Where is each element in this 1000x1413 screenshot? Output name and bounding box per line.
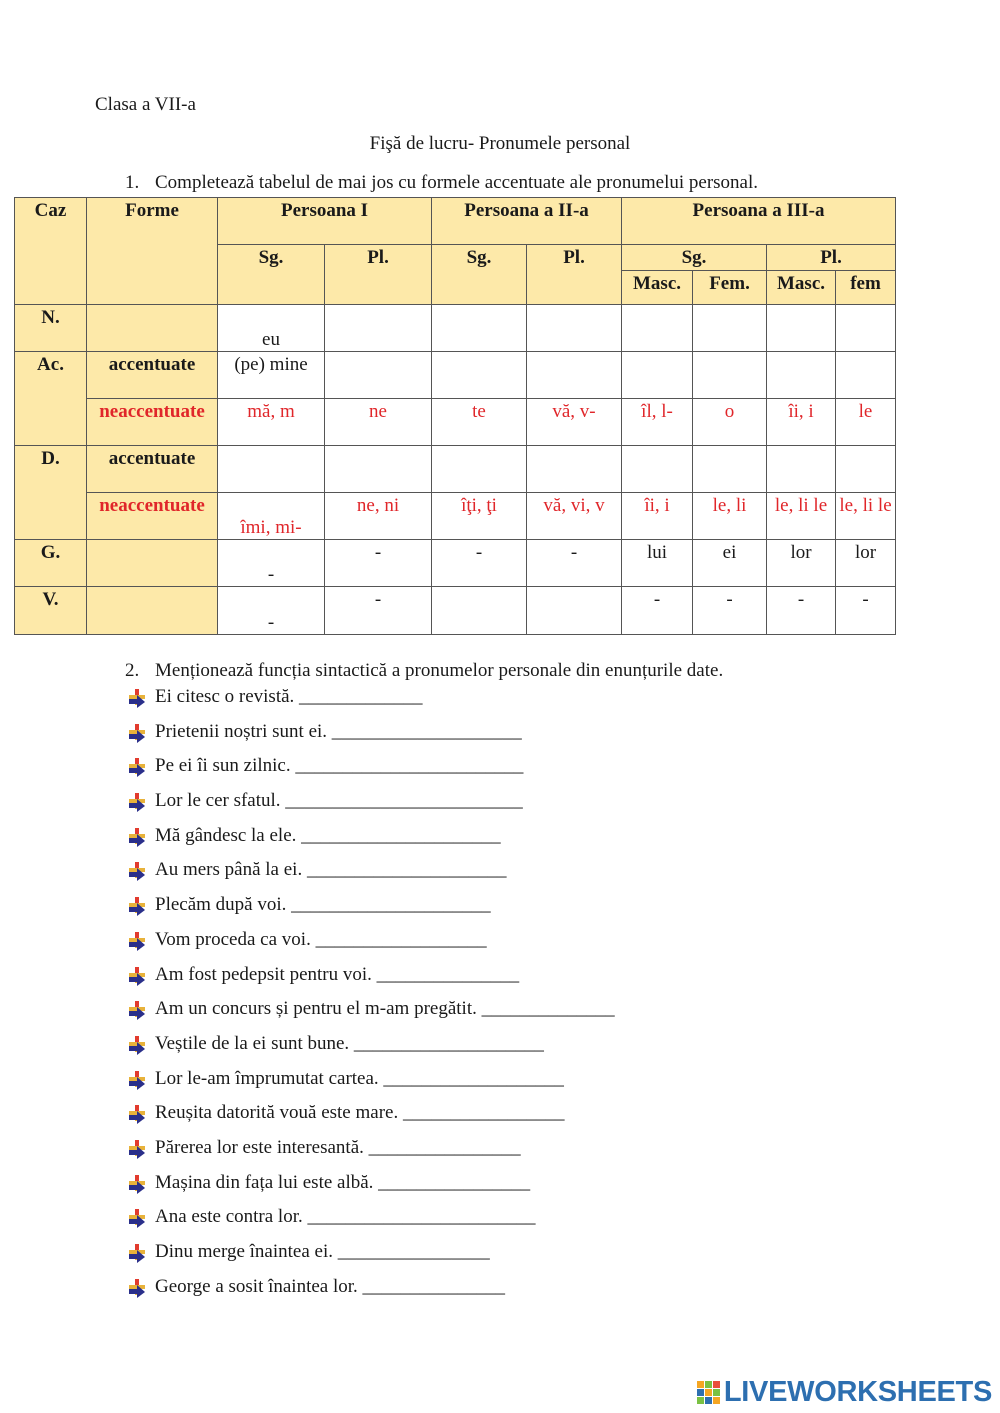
answer-cell[interactable] (218, 446, 325, 493)
sentence-text[interactable]: Vom proceda ca voi. __________________ (155, 928, 487, 950)
exercise-2-number: 2. (125, 660, 140, 681)
arrow-bullet-icon (126, 1034, 148, 1056)
liveworksheets-logo-icon (696, 1379, 722, 1407)
cell-d-neacc: ne, ni (325, 493, 432, 540)
cell-ac-neacc: ne (325, 399, 432, 446)
sentence-list (126, 686, 615, 1310)
answer-cell[interactable] (836, 352, 896, 399)
answer-cell[interactable] (527, 446, 622, 493)
case-d: D. (15, 446, 87, 540)
cell-ac-neacc: le (836, 399, 896, 446)
answer-cell[interactable] (693, 446, 767, 493)
header-p1-sg: Sg. (218, 245, 325, 305)
header-pl-masc: Masc. (767, 271, 836, 305)
arrow-bullet-icon (126, 1277, 148, 1299)
sentence-text[interactable]: Au mers până la ei. _____________________ (155, 859, 507, 881)
arrow-bullet-icon (126, 791, 148, 813)
sentence-text[interactable]: Reușita datorită vouă este mare. _________________ (155, 1102, 565, 1124)
header-p3-pl: Pl. (767, 245, 896, 271)
sentence-text[interactable]: Lor le-am împrumutat cartea. ___________________ (155, 1067, 564, 1089)
arrow-bullet-icon (126, 1207, 148, 1229)
forme-ac-neaccentuate: neaccentuate (87, 399, 218, 446)
liveworksheets-brand (696, 1376, 992, 1409)
liveworksheets-wordmark: LIVEWORKSHEETS (723, 1376, 992, 1408)
case-g: G. (15, 540, 87, 587)
sentence-text[interactable]: Ana este contra lor. ________________________ (155, 1206, 536, 1228)
sentence-item (126, 790, 615, 825)
answer-cell[interactable] (693, 305, 767, 352)
sentence-item (126, 721, 615, 756)
sentence-item (126, 1206, 615, 1241)
header-forme: Forme (87, 198, 218, 305)
header-p2-pl: Pl. (527, 245, 622, 305)
sentence-item (126, 686, 615, 721)
sentence-text[interactable]: Mașina din fața lui este albă. ________________ (155, 1171, 531, 1193)
answer-cell[interactable] (325, 446, 432, 493)
pronoun-table (14, 197, 896, 635)
answer-cell[interactable] (325, 305, 432, 352)
answer-cell[interactable] (622, 305, 693, 352)
sentence-text[interactable]: Am un concurs și pentru el m-am pregătit. ______________ (155, 998, 615, 1020)
answer-cell[interactable] (836, 446, 896, 493)
answer-cell[interactable] (527, 305, 622, 352)
sentence-text[interactable]: Mă gândesc la ele. _____________________ (155, 824, 501, 846)
arrow-bullet-icon (126, 756, 148, 778)
arrow-bullet-icon (126, 930, 148, 952)
sentence-item (126, 894, 615, 929)
cell-g: - (527, 540, 622, 587)
arrow-bullet-icon (126, 826, 148, 848)
cell-g: lor (767, 540, 836, 587)
cell-v: - (767, 587, 836, 635)
cell-ac-neacc: îl, l- (622, 399, 693, 446)
cell-ac-neacc: vă, v- (527, 399, 622, 446)
cell-v: - (836, 587, 896, 635)
case-v: V. (15, 587, 87, 635)
sentence-text[interactable]: George a sosit înaintea lor. _______________ (155, 1275, 506, 1297)
sentence-item (126, 1241, 615, 1276)
cell-ac-neacc: te (432, 399, 527, 446)
answer-cell[interactable] (325, 352, 432, 399)
cell-v: - (218, 587, 325, 635)
class-label: Clasa a VII-a (95, 94, 196, 115)
header-persoana-2: Persoana a II-a (432, 198, 622, 245)
answer-cell[interactable] (836, 305, 896, 352)
arrow-bullet-icon (126, 1242, 148, 1264)
header-caz: Caz (15, 198, 87, 305)
cell-d-neacc: îţi, ţi (432, 493, 527, 540)
arrow-bullet-icon (126, 722, 148, 744)
exercise-2-instruction (125, 660, 723, 682)
sentence-item (126, 964, 615, 999)
cell-g: lor (836, 540, 896, 587)
cell-ac-acc-sg1: (pe) mine (218, 352, 325, 399)
forme-n-empty (87, 305, 218, 352)
arrow-bullet-icon (126, 1103, 148, 1125)
answer-cell[interactable] (432, 352, 527, 399)
cell-v: - (325, 587, 432, 635)
answer-cell[interactable] (767, 352, 836, 399)
forme-v-empty (87, 587, 218, 635)
sentence-text[interactable]: Dinu merge înaintea ei. ________________ (155, 1241, 490, 1262)
forme-d-accentuate: accentuate (87, 446, 218, 493)
sentence-item (126, 1102, 615, 1137)
sentence-text[interactable]: Veștile de la ei sunt bune. ____________________ (155, 1032, 544, 1054)
answer-cell[interactable] (432, 446, 527, 493)
answer-cell[interactable] (432, 305, 527, 352)
arrow-bullet-icon (126, 687, 148, 709)
exercise-1-instruction (125, 172, 758, 194)
sentence-item (126, 1033, 615, 1068)
answer-cell[interactable] (622, 446, 693, 493)
forme-ac-accentuate: accentuate (87, 352, 218, 399)
sentence-item (126, 825, 615, 860)
header-persoana-3: Persoana a III-a (622, 198, 896, 245)
arrow-bullet-icon (126, 1069, 148, 1091)
case-n: N. (15, 305, 87, 352)
cell-d-neacc: le, li le (836, 493, 896, 540)
sentence-item (126, 1172, 615, 1207)
arrow-bullet-icon (126, 965, 148, 987)
cell-g: lui (622, 540, 693, 587)
header-p2-sg: Sg. (432, 245, 527, 305)
page-title: Fişă de lucru- Pronumele personal (369, 133, 631, 154)
sentence-item (126, 859, 615, 894)
sentence-text[interactable]: Prietenii noștri sunt ei. ____________________ (155, 720, 522, 742)
header-p1-pl: Pl. (325, 245, 432, 305)
arrow-bullet-icon (126, 999, 148, 1021)
cell-g: - (218, 540, 325, 587)
sentence-text[interactable]: Am fost pedepsit pentru voi. _______________ (155, 963, 520, 985)
sentence-item (126, 1068, 615, 1103)
sentence-text[interactable]: Plecăm după voi. _____________________ (155, 894, 491, 916)
answer-cell[interactable] (432, 587, 527, 635)
cell-d-neacc: îi, i (622, 493, 693, 540)
header-sg-fem: Fem. (693, 271, 767, 305)
arrow-bullet-icon (126, 1173, 148, 1195)
arrow-bullet-icon (126, 860, 148, 882)
cell-v: - (693, 587, 767, 635)
sentence-item (126, 998, 615, 1033)
sentence-item (126, 1137, 615, 1172)
sentence-text[interactable]: Părerea lor este interesantă. ________________ (155, 1136, 521, 1158)
forme-d-neaccentuate: neaccentuate (87, 493, 218, 540)
cell-v: - (622, 587, 693, 635)
cell-g: ei (693, 540, 767, 587)
cell-d-neacc: îmi, mi- (218, 493, 325, 540)
arrow-bullet-icon (126, 895, 148, 917)
cell-d-neacc: le, li le (767, 493, 836, 540)
case-ac: Ac. (15, 352, 87, 446)
answer-cell[interactable] (527, 352, 622, 399)
header-p3-sg: Sg. (622, 245, 767, 271)
answer-cell[interactable] (527, 587, 622, 635)
answer-cell[interactable] (767, 446, 836, 493)
exercise-2-text: Menționează funcția sintactică a pronumelor personale din enunțurile date. (155, 660, 724, 681)
arrow-bullet-icon (126, 1138, 148, 1160)
sentence-item (126, 1276, 615, 1311)
forme-g-empty (87, 540, 218, 587)
cell-g: - (432, 540, 527, 587)
cell-g: - (325, 540, 432, 587)
cell-d-neacc: vă, vi, v (527, 493, 622, 540)
sentence-item (126, 929, 615, 964)
cell-ac-neacc: mă, m (218, 399, 325, 446)
exercise-1-number: 1. (125, 172, 140, 193)
sentence-item (126, 755, 615, 790)
cell-ac-neacc: îi, i (767, 399, 836, 446)
sentence-text[interactable]: Pe ei îi sun zilnic. ________________________ (155, 755, 524, 777)
cell-d-neacc: le, li (693, 493, 767, 540)
cell-ac-neacc: o (693, 399, 767, 446)
header-sg-masc: Masc. (622, 271, 693, 305)
answer-cell[interactable] (767, 305, 836, 352)
exercise-1-text: Completează tabelul de mai jos cu formele accentuate ale pronumelui personal. (155, 172, 758, 193)
answer-cell[interactable] (693, 352, 767, 399)
sentence-text[interactable]: Ei citesc o revistă. _____________ (155, 686, 423, 707)
header-persoana-1: Persoana I (218, 198, 432, 245)
cell-n-sg1: eu (218, 305, 325, 352)
sentence-text[interactable]: Lor le cer sfatul. _________________________ (155, 790, 523, 812)
answer-cell[interactable] (622, 352, 693, 399)
header-pl-fem: fem (836, 271, 896, 305)
